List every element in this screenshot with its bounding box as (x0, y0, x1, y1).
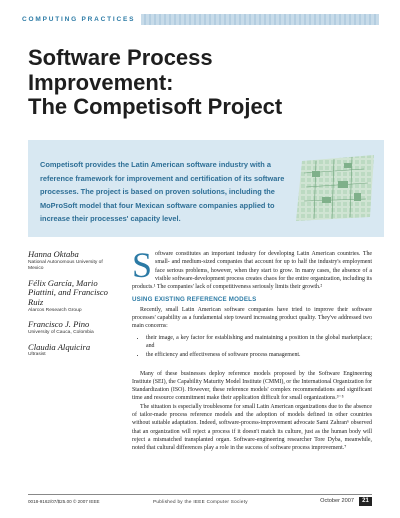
article-body (132, 245, 372, 453)
author-block (28, 250, 108, 273)
author-affiliation: National Autonomous University of Mexico (28, 259, 103, 272)
bullet-item: • their image, a key factor for establishing and maintaining a position in the global marketplace; and (146, 334, 372, 351)
footer-date: October 2007 (320, 498, 354, 504)
bullet-list (132, 334, 372, 360)
abstract-box (28, 140, 384, 237)
footer-issn: 0018-9162/07/$25.00 © 2007 IEEE (28, 499, 100, 504)
author-affiliation: Ultrasist (28, 352, 46, 358)
bullet-item: • the efficiency and effectiveness of software process management. (146, 351, 372, 359)
subheading: USING EXISTING REFERENCE MODELS (132, 296, 257, 304)
author-block (28, 320, 108, 336)
author-name: Claudia Alquicira (28, 341, 91, 352)
article-title (28, 46, 368, 120)
author-name: Hanna Oktaba (28, 249, 79, 259)
footer-publisher: Published by the IEEE Computer Society (153, 499, 248, 504)
title-line: The Competisoft Project (28, 94, 283, 119)
intro-paragraph (132, 245, 372, 291)
body-paragraph: Many of these businesses deploy reference models proposed by the Software Engineering Institute (SEI), the Capability Maturity Model Institute (CMMI), or the International Organization for Standardization (ISO). However, these reference models' complex recommendations and significant time and resource commitment make their application difficult for small organizations.³⁻⁵ (132, 370, 372, 402)
section-header (22, 14, 379, 25)
drop-cap: S (132, 245, 153, 285)
title-line: Software Process (28, 45, 213, 70)
page-footer (28, 497, 372, 507)
intro-text: oftware constitutes an important industry for developing Latin American countries. The small- and medium-sized companies that account for up to half the industry's employment face serious problems, however, when they start to grow. In many cases, the absence of a visible software-development process creates chaos for the entire organization, including its products.¹ The companies' lack of competitiveness seriously limits their growth.² (132, 251, 372, 291)
header-pattern-bar (141, 14, 379, 25)
section-label: COMPUTING PRACTICES (22, 16, 136, 23)
author-column (28, 250, 108, 365)
circuit-board-illustration (294, 153, 376, 223)
author-block (28, 279, 108, 315)
author-block (28, 343, 108, 359)
abstract-text: Competisoft provides the Latin American software industry with a reference framework for improvement and certification of its software processes. The project is based on proven solutions, including the MoProSoft model that four Mexican software companies applied to increase their processes' capacity level. (40, 160, 285, 224)
body-paragraph: Recently, small Latin American software companies have tried to improve their software processes' capability as a fundamental step toward increasing product quality. They've addressed two main concerns: (132, 306, 372, 330)
author-affiliation: University of Cauca, Colombia (28, 330, 94, 336)
footer-rule (28, 494, 372, 495)
author-name: Francisco J. Pino (28, 319, 90, 330)
author-name: Félix García, Mario Piattini, and Francisco Ruiz (28, 277, 108, 308)
page-number: 21 (359, 497, 372, 506)
body-paragraph: The situation is especially troublesome for small Latin American organizations due to the absence of tailor-made process reference models and the adoption of models defined in other countries without suitable adaptation. Indeed, software-process-improvement advocate Sami Zahran⁶ observed that an organization will reject a process if it doesn't match its culture, just as the human body will reject a mismatched transplanted organ. Software-engineering researcher Tore Dyba, meanwhile, noted that cultural differences play a role in the success of software process improvement.⁷ (132, 403, 372, 452)
title-line: Improvement: (28, 69, 174, 95)
author-affiliation: Alarcos Research Group (28, 308, 82, 313)
